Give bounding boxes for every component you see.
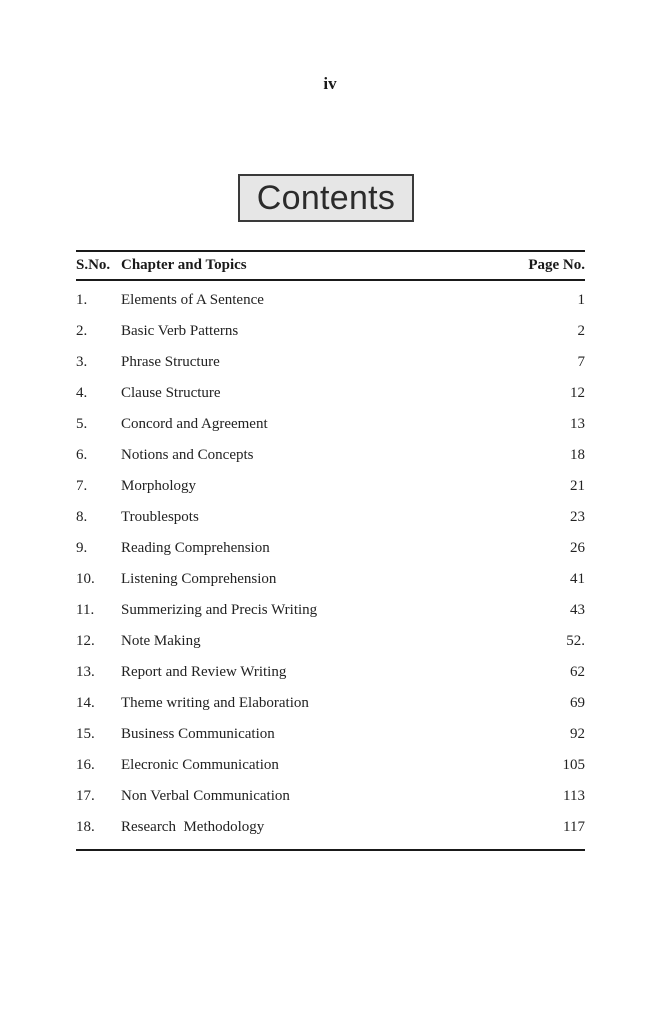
toc-row (76, 502, 585, 533)
header-topics: Chapter and Topics (121, 257, 247, 273)
chapter-page-number: 92 (570, 726, 585, 742)
header-sno: S.No. (76, 257, 111, 273)
chapter-page-number: 2 (577, 323, 585, 339)
chapter-page-number: 117 (563, 819, 585, 835)
chapter-number: 6. (76, 447, 88, 463)
chapter-title: Theme writing and Elaboration (121, 695, 309, 711)
toc-row (76, 781, 585, 812)
toc-row (76, 440, 585, 471)
toc-rows (76, 281, 585, 849)
toc-row (76, 471, 585, 502)
chapter-page-number: 1 (577, 292, 585, 308)
chapter-number: 4. (76, 385, 88, 401)
chapter-number: 14. (76, 695, 95, 711)
chapter-title: Notions and Concepts (121, 447, 254, 463)
chapter-page-number: 113 (563, 788, 585, 804)
chapter-page-number: 7 (577, 354, 585, 370)
toc-row (76, 688, 585, 719)
chapter-title: Phrase Structure (121, 354, 220, 370)
toc-row (76, 719, 585, 750)
bottom-rule (76, 849, 585, 851)
page-number: iv (323, 74, 337, 93)
chapter-title: Business Communication (121, 726, 275, 742)
chapter-number: 7. (76, 478, 88, 494)
chapter-page-number: 23 (570, 509, 585, 525)
chapter-title: Research Methodology (121, 819, 265, 835)
chapter-number: 12. (76, 633, 95, 649)
chapter-number: 15. (76, 726, 95, 742)
page-title: Contents (256, 179, 396, 217)
chapter-title: Summerizing and Precis Writing (121, 602, 318, 618)
chapter-page-number: 18 (570, 447, 585, 463)
chapter-page-number: 105 (562, 757, 585, 773)
chapter-number: 3. (76, 354, 88, 370)
chapter-title: Troublespots (121, 509, 199, 525)
header-page: Page No. (528, 257, 585, 273)
chapter-page-number: 41 (570, 571, 585, 587)
toc-row (76, 533, 585, 564)
toc-row (76, 378, 585, 409)
chapter-title: Clause Structure (121, 385, 221, 401)
chapter-title: Elecronic Communication (121, 757, 279, 773)
chapter-title: Basic Verb Patterns (121, 323, 239, 339)
chapter-number: 9. (76, 540, 88, 556)
chapter-title: Report and Review Writing (121, 664, 287, 680)
toc-row (76, 750, 585, 781)
chapter-page-number: 69 (570, 695, 585, 711)
chapter-number: 16. (76, 757, 95, 773)
chapter-page-number: 13 (570, 416, 585, 432)
chapter-title: Morphology (121, 478, 196, 494)
chapter-title: Non Verbal Communication (121, 788, 290, 804)
toc-row (76, 409, 585, 440)
chapter-number: 11. (76, 602, 95, 618)
chapter-title: Note Making (121, 633, 201, 649)
chapter-number: 17. (76, 788, 95, 804)
table-of-contents (76, 250, 585, 851)
chapter-number: 8. (76, 509, 88, 525)
toc-row (76, 285, 585, 316)
toc-row (76, 347, 585, 378)
contents-title-box (238, 174, 414, 222)
toc-row (76, 564, 585, 595)
chapter-page-number: 12 (570, 385, 585, 401)
chapter-page-number: 43 (570, 602, 585, 618)
chapter-number: 10. (76, 571, 95, 587)
chapter-title: Elements of A Sentence (121, 292, 264, 308)
chapter-title: Concord and Agreement (121, 416, 268, 432)
toc-row (76, 812, 585, 843)
chapter-page-number: 21 (570, 478, 585, 494)
chapter-page-number: 62 (570, 664, 585, 680)
toc-header-row (76, 252, 585, 279)
chapter-page-number: 26 (570, 540, 585, 556)
chapter-page-number: 52. (566, 633, 585, 649)
chapter-number: 1. (76, 292, 88, 308)
chapter-number: 5. (76, 416, 88, 432)
toc-row (76, 626, 585, 657)
toc-row (76, 657, 585, 688)
chapter-number: 13. (76, 664, 95, 680)
chapter-number: 18. (76, 819, 95, 835)
toc-row (76, 595, 585, 626)
chapter-number: 2. (76, 323, 88, 339)
chapter-title: Reading Comprehension (121, 540, 270, 556)
toc-row (76, 316, 585, 347)
chapter-title: Listening Comprehension (121, 571, 277, 587)
